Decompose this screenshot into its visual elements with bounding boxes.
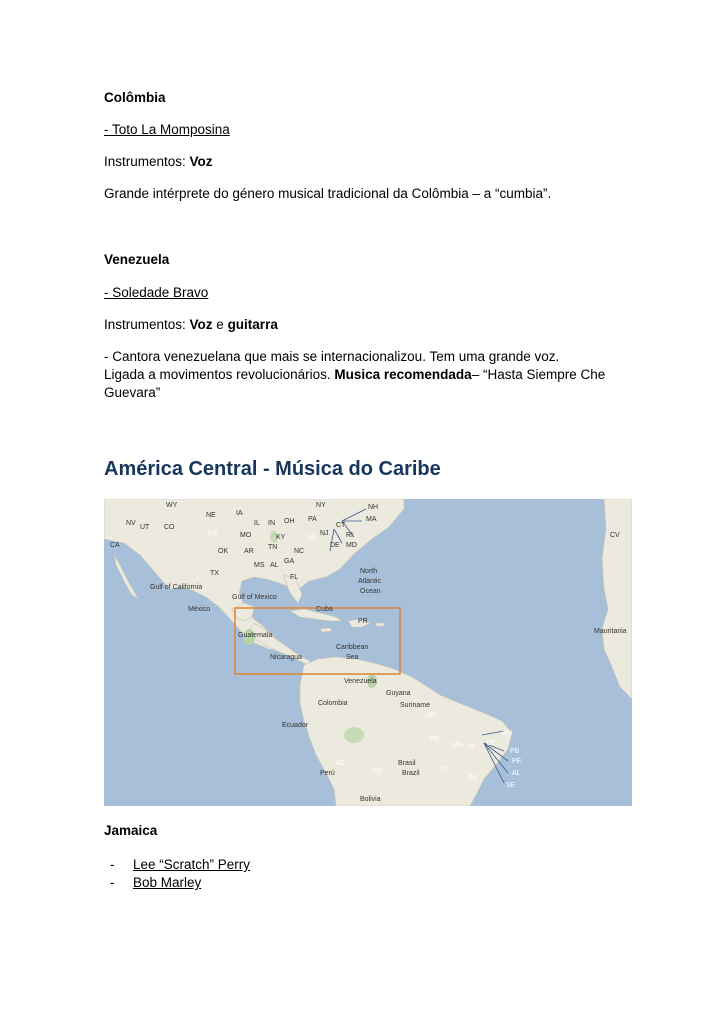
label-al: AL [270, 562, 279, 569]
label-md: MD [346, 542, 357, 549]
label-ok: OK [218, 548, 229, 555]
label-ct: CT [336, 522, 346, 529]
label-ky: KY [276, 534, 286, 541]
instrument-voz: Voz [189, 317, 213, 332]
instruments-label: Instrumentos: [104, 317, 190, 332]
baja-california [114, 555, 138, 599]
label-atlantic: Atlantic [358, 578, 381, 585]
country-heading-venezuela: Venezuela [104, 252, 170, 267]
label-brazil: Brazil [402, 770, 420, 777]
label-de: DE [330, 542, 340, 549]
artist-bob-marley: Bob Marley [133, 875, 202, 890]
description-venezuela-line3: Guevara” [104, 385, 161, 400]
puerto-rico-island [376, 623, 384, 626]
label-ac: AC [336, 760, 346, 767]
label-se: SE [506, 782, 516, 789]
label-ocean: Ocean [360, 588, 381, 595]
label-mexico: México [188, 606, 211, 613]
label-cuba: Cuba [316, 606, 333, 613]
label-to: TO [438, 766, 448, 773]
list-bullet: - [110, 875, 115, 890]
label-rn: RN [502, 730, 513, 737]
label-suriname: Suriname [400, 702, 430, 709]
label-pb: PB [510, 748, 520, 755]
jamaica-island [320, 628, 332, 632]
label-gulf-mexico: Gulf of Mexico [232, 594, 277, 601]
description-venezuela-line2 [104, 366, 605, 384]
label-guyana: Guyana [386, 690, 411, 697]
recommended-label: Musica recomendada [334, 367, 472, 382]
label-fl: FL [290, 574, 299, 581]
label-brasil: Brasil [398, 760, 416, 767]
label-ks: KS [208, 530, 218, 537]
label-ga: GA [284, 558, 295, 565]
label-ecuador: Ecuador [282, 722, 309, 729]
label-bolivia: Bolivia [360, 796, 381, 803]
list-bullet: - [110, 857, 115, 872]
label-gulf-california: Gulf of California [150, 584, 203, 591]
label-al-br: AL [512, 770, 521, 777]
label-ri: RI [346, 532, 353, 539]
label-tx: TX [210, 570, 219, 577]
label-pi: PI [468, 744, 475, 751]
label-nj: NJ [320, 530, 329, 537]
country-heading-jamaica: Jamaica [104, 823, 158, 838]
label-peru: Perú [320, 770, 335, 777]
instruments-label: Instrumentos: [104, 154, 190, 169]
label-ar: AR [244, 548, 254, 555]
artist-toto-la-momposina: - Toto La Momposina [104, 122, 230, 137]
label-pe: PE [512, 758, 522, 765]
caribbean-map [104, 499, 632, 806]
label-pa-br: PA [430, 736, 439, 743]
description-venezuela-line1: - Cantora venezuelana que mais se internacionalizou. Tem uma grande voz. [104, 349, 560, 364]
label-ny: NY [316, 502, 326, 509]
label-venezuela: Venezuela [344, 678, 377, 685]
label-ne: NE [206, 512, 216, 519]
label-nicaragua: Nicaragua [270, 654, 302, 661]
label-sea: Sea [346, 654, 359, 661]
label-ut: UT [140, 524, 150, 531]
label-ba: BA [468, 774, 478, 781]
instruments-conjunction: e [212, 317, 228, 332]
label-wy: WY [166, 502, 178, 509]
label-ap: AP [426, 712, 436, 719]
label-pa: PA [308, 516, 317, 523]
label-ma: MA [366, 516, 377, 523]
label-nc: NC [294, 548, 305, 555]
label-north: North [360, 568, 378, 575]
label-in: IN [268, 520, 275, 527]
label-cv: CV [610, 532, 620, 539]
label-tn: TN [268, 544, 278, 551]
label-mauritania: Mauritania [594, 628, 627, 635]
description-colombia: Grande intérprete do género musical tradicional da Colômbia – a “cumbia”. [104, 186, 552, 201]
label-mo: MO [240, 532, 252, 539]
instruments-line-colombia [104, 153, 213, 171]
label-pr: PR [358, 618, 368, 625]
map-graphic [104, 499, 632, 806]
south-america-landmass [300, 657, 512, 806]
instrument-guitarra: guitarra [227, 317, 278, 332]
country-heading-colombia: Colômbia [104, 90, 166, 105]
description-text: Ligada a movimentos revolucionários. [104, 367, 335, 382]
label-nv: NV [126, 520, 136, 527]
label-oh: OH [284, 518, 295, 525]
artist-lee-scratch-perry: Lee “Scratch” Perry [133, 857, 251, 872]
label-ia: IA [236, 510, 243, 517]
label-co: CO [164, 524, 175, 531]
label-ce: CE [486, 740, 496, 747]
label-il: IL [254, 520, 260, 527]
instrument-voz: Voz [189, 154, 213, 169]
label-colombia: Colombia [318, 700, 348, 707]
instruments-line-venezuela [104, 316, 278, 334]
label-guatemala: Guatemala [238, 632, 273, 639]
label-ro: RO [372, 768, 383, 775]
recommended-song: – “Hasta Siempre Che [471, 367, 606, 382]
list-item [110, 856, 250, 874]
artist-soledade-bravo: - Soledade Bravo [104, 285, 209, 300]
label-nh: NH [368, 504, 379, 511]
africa-landmass [602, 499, 632, 699]
label-ms: MS [254, 562, 265, 569]
label-ma-br: MA [452, 742, 463, 749]
label-ca: CA [110, 542, 120, 549]
vegetation-patch [344, 727, 364, 743]
label-va: VA [308, 534, 317, 541]
section-heading: América Central - Música do Caribe [104, 458, 441, 480]
label-caribbean: Caribbean [336, 644, 369, 651]
list-item [110, 874, 201, 892]
